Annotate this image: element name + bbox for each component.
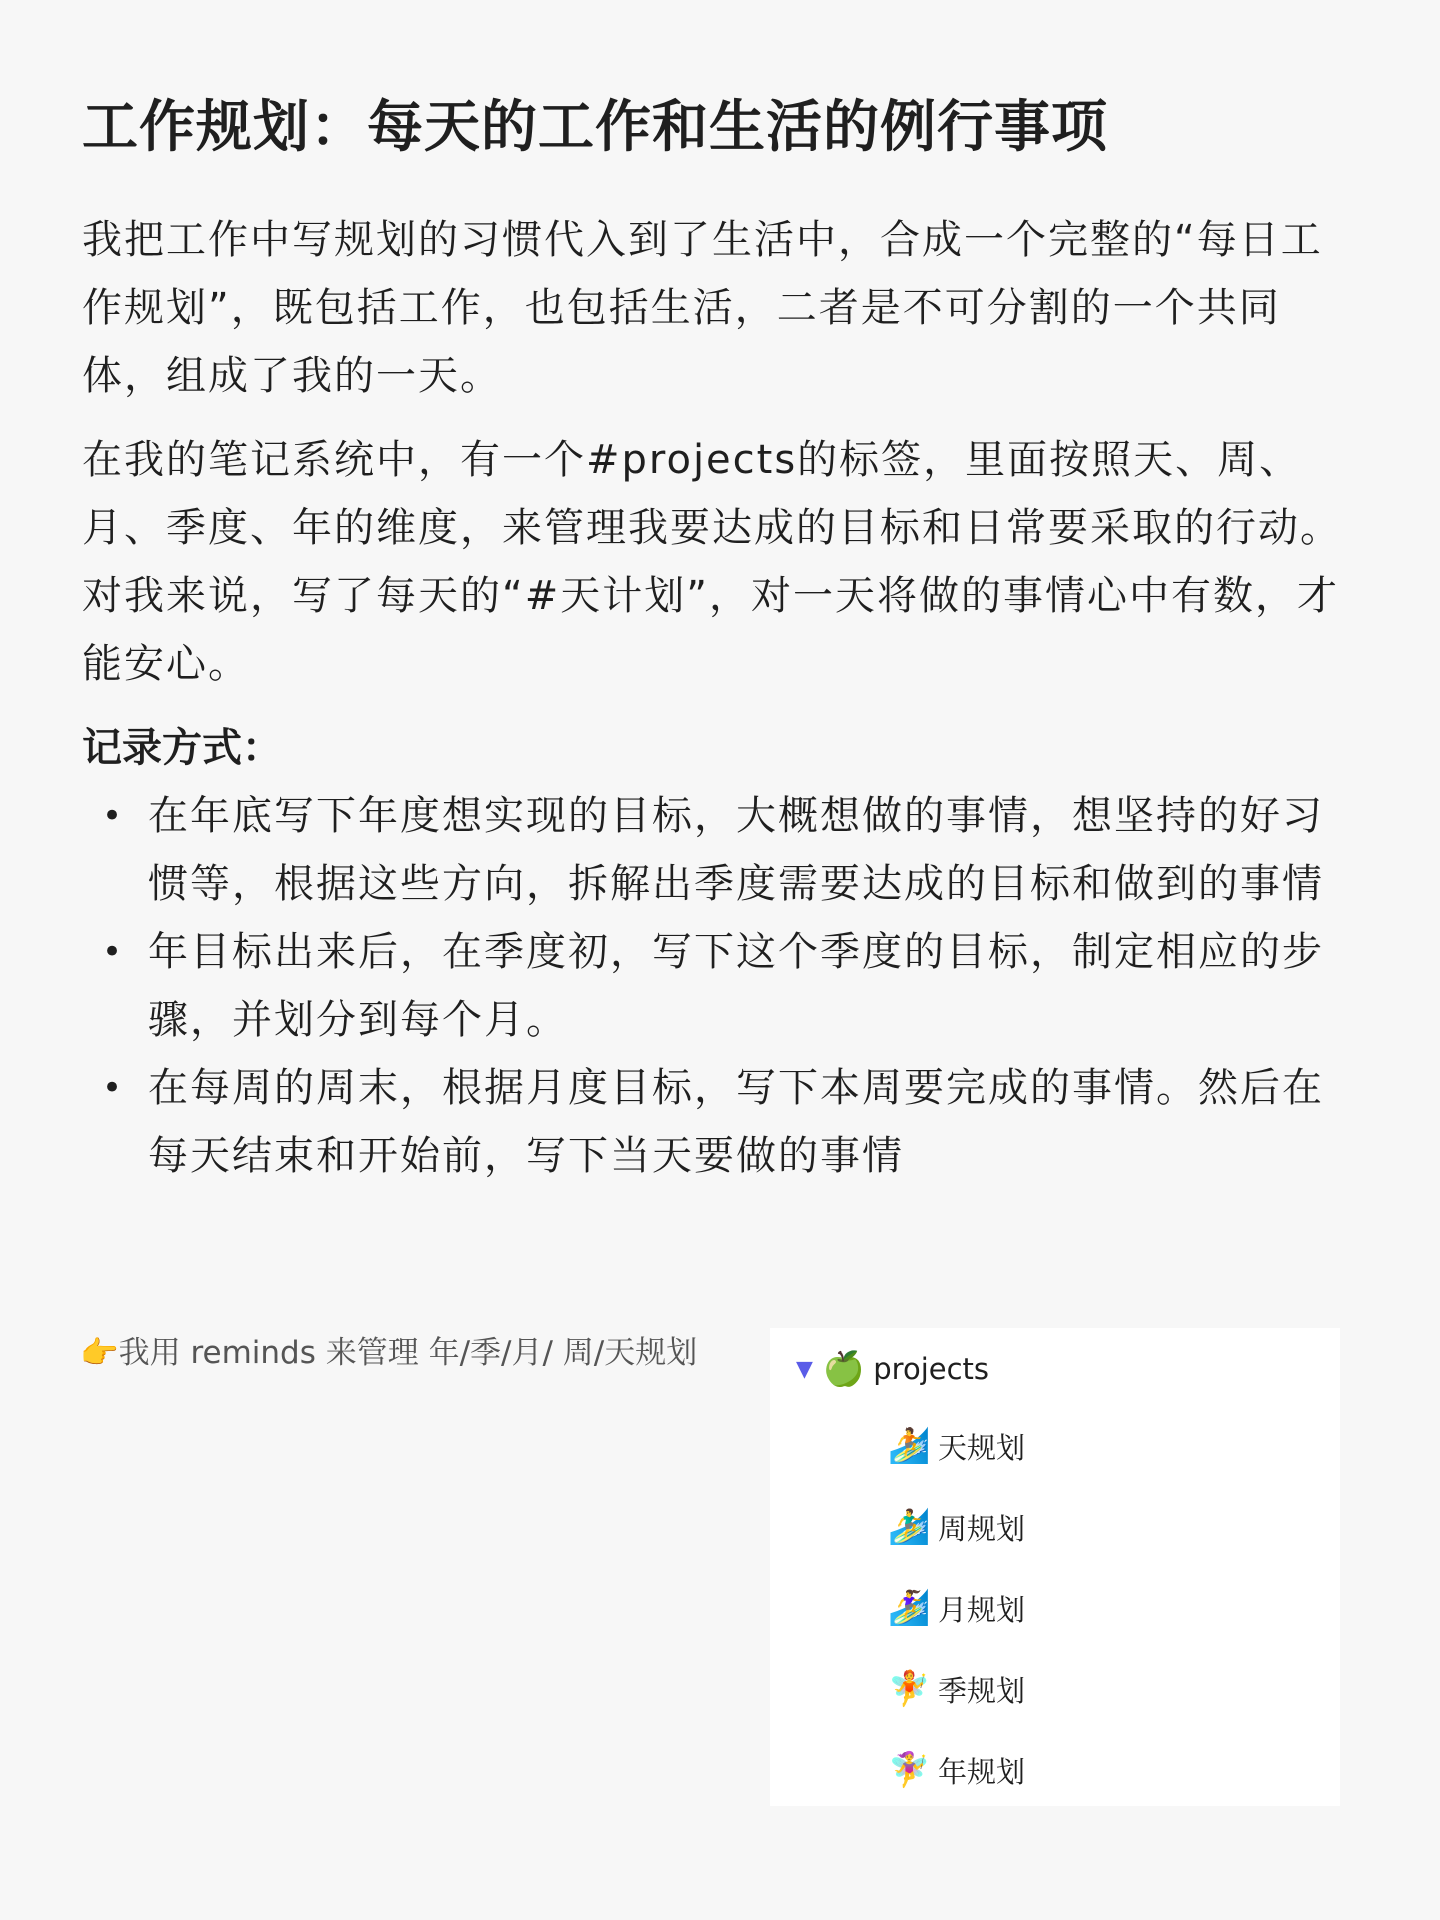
- fairy-icon: 🧚‍♀️: [888, 1750, 931, 1790]
- tree-item-day-plan[interactable]: [888, 1420, 1025, 1472]
- list-item: [82, 918, 1362, 1054]
- expand-triangle-icon[interactable]: ▼: [796, 1356, 813, 1382]
- bullet-dot-icon: •: [102, 1068, 125, 1108]
- tree-item-label: 天规划: [938, 1430, 1026, 1465]
- tree-item-year-plan[interactable]: [888, 1744, 1025, 1796]
- tree-item-label: 周规划: [938, 1511, 1026, 1546]
- page-title: 工作规划：每天的工作和生活的例行事项: [82, 95, 1108, 160]
- tree-item-week-plan[interactable]: [888, 1501, 1025, 1553]
- projects-tree-panel: [770, 1328, 1340, 1806]
- projects-paragraph: 在我的笔记系统中，有一个#projects的标签，里面按照天、周、月、季度、年的维度，来管理我要达成的目标和日常要采取的行动。对我来说，写了每天的“#天计划”，对一天将做的事情心中有数，才能安心。: [82, 437, 1342, 687]
- record-method-heading: 记录方式：: [82, 725, 282, 771]
- bullet-dot-icon: •: [102, 796, 125, 836]
- surfer-icon: 🏄‍♀️: [888, 1588, 931, 1628]
- list-item-text: 年目标出来后，在季度初，写下这个季度的目标，制定相应的步骤，并划分到每个月。: [148, 929, 1324, 1043]
- intro-paragraph: 我把工作中写规划的习惯代入到了生活中，合成一个完整的“每日工作规划”，既包括工作，也包括生活，二者是不可分割的一个共同体，组成了我的一天。: [82, 217, 1323, 399]
- list-item: [82, 1054, 1362, 1190]
- article: [82, 88, 1362, 1190]
- tree-root-projects[interactable]: [796, 1344, 989, 1394]
- tree-root-label: projects: [873, 1352, 990, 1386]
- list-item: [82, 782, 1362, 918]
- green-apple-icon: 🍏: [822, 1349, 866, 1389]
- surfer-icon: 🏄: [888, 1426, 931, 1466]
- list-item-text: 在年底写下年度想实现的目标，大概想做的事情，想坚持的好习惯等，根据这些方向，拆解出季度需要达成的目标和做到的事情: [148, 793, 1324, 907]
- surfer-icon: 🏄‍♂️: [888, 1507, 931, 1547]
- fairy-icon: 🧚: [888, 1669, 931, 1709]
- tree-item-month-plan[interactable]: [888, 1582, 1025, 1634]
- record-method-list: [82, 782, 1362, 1190]
- tree-item-quarter-plan[interactable]: [888, 1663, 1025, 1715]
- tree-item-label: 年规划: [938, 1754, 1026, 1789]
- tree-item-label: 月规划: [938, 1592, 1026, 1627]
- bullet-dot-icon: •: [102, 932, 125, 972]
- tree-item-label: 季规划: [938, 1673, 1026, 1708]
- list-item-text: 在每周的周末，根据月度目标，写下本周要完成的事情。然后在每天结束和开始前，写下当天要做的事情: [148, 1065, 1324, 1179]
- reminds-note: 👉我用 reminds 来管理 年/季/月/ 周/天规划: [80, 1335, 698, 1371]
